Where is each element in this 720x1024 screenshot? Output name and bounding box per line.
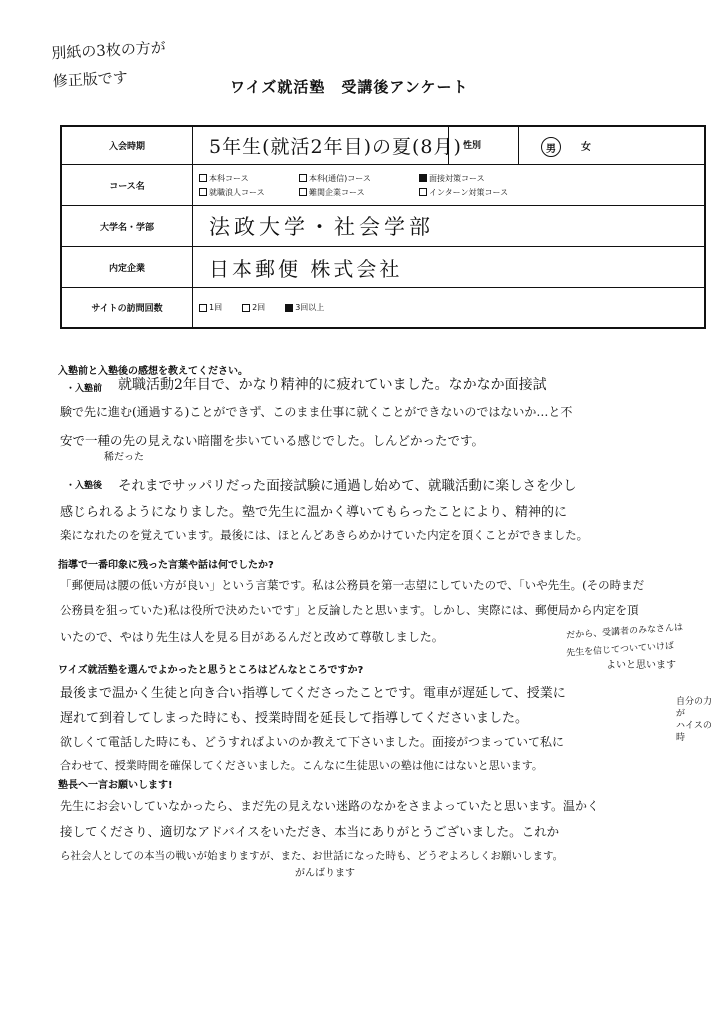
row-offer: [62, 247, 704, 288]
answer-message-line[interactable]: 先生にお会いしていなかったら、まだ先の見えない迷路のなかをさまよっていたと思います。温かく: [60, 799, 600, 813]
answer-good-points-line[interactable]: 欲しくて電話した時にも、どうすればよいのか教えて下さいました。面接がつまっていて私に: [60, 735, 565, 749]
row-enrollment: [62, 127, 704, 165]
checkbox[interactable]: [419, 188, 427, 196]
course-option-label: インターン対策コース: [429, 187, 509, 197]
answer-good-points-line[interactable]: 合わせて、授業時間を確保してくださいました。こんなに生徒思いの塾は他にはないと思います。: [60, 759, 543, 772]
handwritten-side-note: だから、受講者のみなさんは: [565, 622, 684, 642]
offer-value[interactable]: 日本郵便 株式会社: [209, 256, 403, 281]
answer-before-line[interactable]: 就職活動2年目で、かなり精神的に疲れていました。なかなか面接試: [118, 377, 547, 393]
answer-memorable-line[interactable]: いたので、やはり先生は人を見る目があるんだと改めて尊敬しました。: [60, 630, 444, 644]
answer-message-line[interactable]: ら社会人としての本当の戦いが始まりますが、また、お世話になった時も、どうぞよろしくお願いします。: [60, 850, 564, 862]
visit-option[interactable]: [199, 302, 222, 313]
answer-good-points-line[interactable]: 遅れて到着してしまった時にも、授業時間を延長して指導してくださいました。: [60, 711, 529, 726]
enrollment-label: 入会時期: [62, 127, 193, 164]
question-good-points: ワイズ就活塾を選んでよかったと思うところはどんなところですか?: [58, 665, 364, 676]
answer-memorable-line[interactable]: 「郵便局は腰の低い方が良い」という言葉です。私は公務員を第一志望にしていたので、「いや先生。(その時まだ: [60, 578, 645, 592]
offer-cell: [193, 247, 704, 287]
course-label: コース名: [62, 165, 193, 205]
visit-options: [199, 302, 324, 313]
visits-cell: [193, 288, 704, 327]
checkbox[interactable]: [299, 174, 307, 182]
checkbox[interactable]: [199, 188, 207, 196]
handwritten-margin-note: 別紙の3枚の方が 修正版です: [50, 38, 167, 91]
checkbox[interactable]: [242, 304, 250, 312]
divider: [518, 127, 519, 164]
row-course: [62, 165, 704, 206]
course-cell: [193, 165, 704, 205]
course-option[interactable]: [419, 187, 559, 198]
visit-option-label: 1回: [209, 303, 223, 312]
answer-before-line[interactable]: 験で先に進む(通過する)ことができず、このまま仕事に就くことができないのではないか…と不: [60, 405, 573, 419]
visits-label: サイトの訪問回数: [62, 288, 193, 327]
visit-option[interactable]: [285, 302, 324, 313]
checkbox-checked[interactable]: [285, 304, 293, 312]
after-label: ・入塾後: [66, 481, 103, 491]
course-options: [199, 173, 559, 198]
course-option-label: 本科(通信)コース: [309, 173, 371, 183]
university-cell: [193, 206, 704, 246]
gender-option-female[interactable]: 女: [581, 142, 591, 153]
answer-after-line[interactable]: それまでサッパリだった面接試験に通過し始めて、就職活動に楽しさを少し: [118, 478, 577, 494]
university-label: 大学名・学部: [62, 206, 193, 246]
handwritten-insert: 稀だった: [104, 452, 144, 463]
question-impressions: 入塾前と入塾後の感想を教えてください。: [58, 366, 248, 377]
answer-after-line[interactable]: 感じられるようになりました。塾で先生に温かく導いてもらったことにより、精神的に: [60, 505, 568, 520]
handwritten-insert: がんばります: [295, 868, 355, 879]
gender-option-male[interactable]: 男: [541, 137, 561, 157]
checkbox[interactable]: [199, 304, 207, 312]
row-visits: [62, 288, 704, 327]
visit-option-label: 2回: [252, 303, 266, 312]
before-label: ・入塾前: [66, 384, 103, 394]
course-option[interactable]: [419, 173, 559, 184]
course-option[interactable]: [299, 187, 419, 198]
answer-before-line[interactable]: 安で一種の先の見えない暗闇を歩いている感じでした。しんどかったです。: [60, 433, 485, 448]
university-value[interactable]: 法政大学・社会学部: [209, 215, 434, 239]
offer-label: 内定企業: [62, 247, 193, 287]
course-option-label: 就職浪人コース: [209, 187, 265, 197]
course-option-label: 本科コース: [209, 173, 249, 183]
course-option[interactable]: [199, 173, 299, 184]
handwritten-side-note: 先生を信じてついていけば: [565, 641, 675, 659]
form-title: ワイズ就活塾 受講後アンケート: [230, 78, 469, 96]
handwritten-side-note: 自分の力が ハイスの時: [676, 697, 713, 743]
gender-label: 性別: [463, 141, 482, 151]
checkbox-checked[interactable]: [419, 174, 427, 182]
visit-option-label: 3回以上: [295, 303, 325, 312]
answer-good-points-line[interactable]: 最後まで温かく生徒と向き合い指導してくださったことです。電車が遅延して、授業に: [60, 686, 566, 701]
answer-message-line[interactable]: 接してくださり、適切なアドバイスをいただき、本当にありがとうございました。これか: [60, 824, 560, 839]
enrollment-cell: [193, 127, 704, 164]
course-option[interactable]: [299, 173, 419, 184]
visit-option[interactable]: [242, 302, 265, 313]
answer-memorable-line[interactable]: 公務員を狙っていた)私は役所で決めたいです」と反論したと思います。しかし、実際には、郵便局から内定を頂: [60, 603, 639, 617]
row-university: [62, 206, 704, 247]
answer-after-line[interactable]: 楽になれたのを覚えています。最後には、ほとんどあきらめかけていた内定を頂くことができました。: [60, 528, 589, 542]
info-table: [60, 125, 706, 329]
question-message-to-head: 塾長へ一言お願いします!: [58, 780, 173, 791]
course-option-label: 難関企業コース: [309, 187, 365, 197]
enrollment-value[interactable]: 5年生(就活2年目)の夏(8月): [209, 136, 462, 158]
course-option[interactable]: [199, 187, 299, 198]
question-memorable-words: 指導で一番印象に残った言葉や話は何でしたか?: [58, 560, 274, 571]
checkbox[interactable]: [199, 174, 207, 182]
checkbox[interactable]: [299, 188, 307, 196]
divider: [448, 127, 449, 164]
handwritten-side-note: よいと思います: [606, 660, 676, 671]
course-option-label: 面接対策コース: [429, 173, 485, 183]
